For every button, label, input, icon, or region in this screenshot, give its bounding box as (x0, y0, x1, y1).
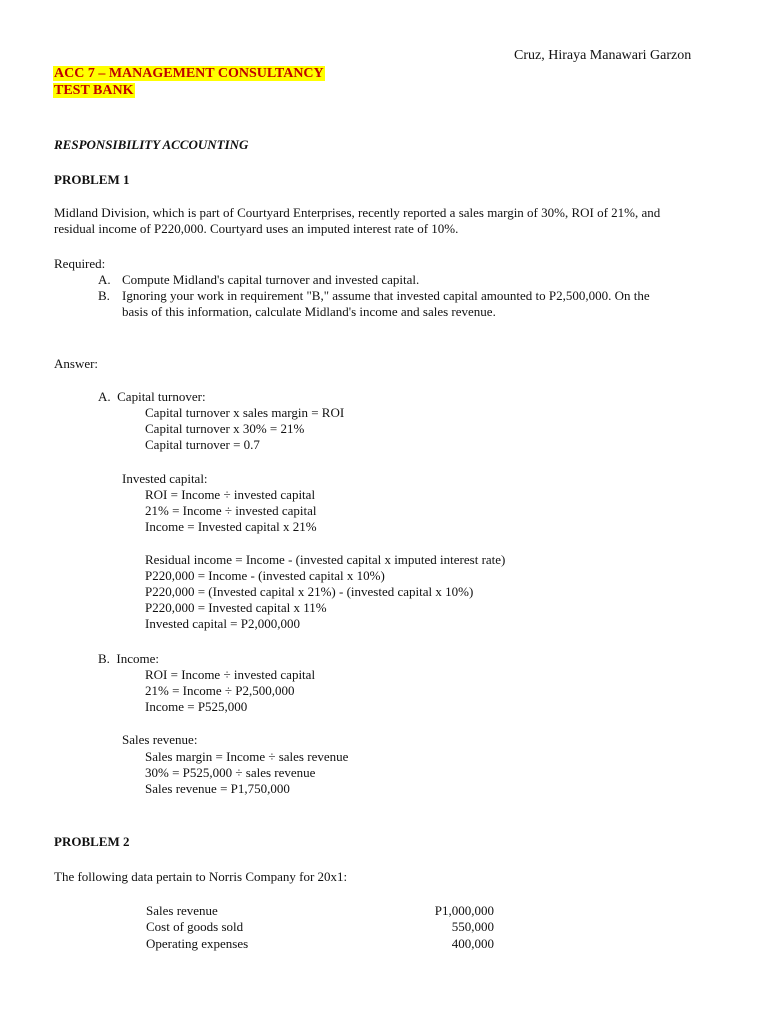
sales-revenue-heading: Sales revenue: (122, 732, 198, 747)
topic-heading: RESPONSIBILITY ACCOUNTING (54, 137, 249, 152)
required-label: Required: (54, 256, 106, 271)
answer-label: Answer: (54, 356, 99, 371)
problem2-row-value-0: P1,000,000 (434, 903, 494, 918)
answer-a-heading: A. Capital turnover: (98, 389, 206, 404)
test-bank-label: TEST BANK (54, 83, 134, 98)
answer-b-heading: B. Income: (98, 651, 160, 666)
requirement-a: A. Compute Midland's capital turnover and invested capital. (98, 272, 420, 287)
problem2-statement: The following data pertain to Norris Company for 20x1: (54, 869, 348, 884)
problem2-row-value-2: 400,000 (451, 936, 494, 951)
residual-income-computation: Residual income = Income - (invested capital x imputed interest rate) P220,000 = Income - (invested capital x 10%) P220,000 = (Invested capital x 21%) - (invested capital x 10%) P220,000 = Invested capital x 11% Invested capital = P2,000,000 (145, 552, 506, 631)
problem2-row-label-0: Sales revenue (146, 903, 218, 918)
course-title: ACC 7 – MANAGEMENT CONSULTANCY (54, 66, 324, 81)
invested-capital-heading: Invested capital: (122, 471, 208, 486)
problem2-row-label-1: Cost of goods sold (146, 919, 244, 934)
capital-turnover-computation: Capital turnover x sales margin = ROI Capital turnover x 30% = 21% Capital turnover = 0.7 (145, 405, 345, 452)
problem2-row-label-2: Operating expenses (146, 936, 249, 951)
problem1-title: PROBLEM 1 (54, 172, 130, 187)
course-title-block (53, 65, 325, 99)
author-name: Cruz, Hiraya Manawari Garzon (514, 48, 692, 63)
problem2-title: PROBLEM 2 (54, 834, 130, 849)
requirement-b: B. Ignoring your work in requirement "B," assume that invested capital amounted to P2,500,000. On the basis of this information, calculate Midland's income and sales revenue. (98, 288, 650, 319)
income-computation: ROI = Income ÷ invested capital 21% = Income ÷ P2,500,000 Income = P525,000 (145, 667, 316, 714)
problem2-row-value-1: 550,000 (451, 919, 494, 934)
problem1-statement: Midland Division, which is part of Courtyard Enterprises, recently reported a sales margin of 30%, ROI of 21%, and residual income of P220,000. Courtyard uses an imputed interest rate of 10%. (54, 205, 661, 236)
sales-revenue-computation: Sales margin = Income ÷ sales revenue 30% = P525,000 ÷ sales revenue Sales revenue = P1,750,000 (145, 749, 349, 796)
invested-capital-computation: ROI = Income ÷ invested capital 21% = Income ÷ invested capital Income = Invested capital x 21% (145, 487, 317, 534)
